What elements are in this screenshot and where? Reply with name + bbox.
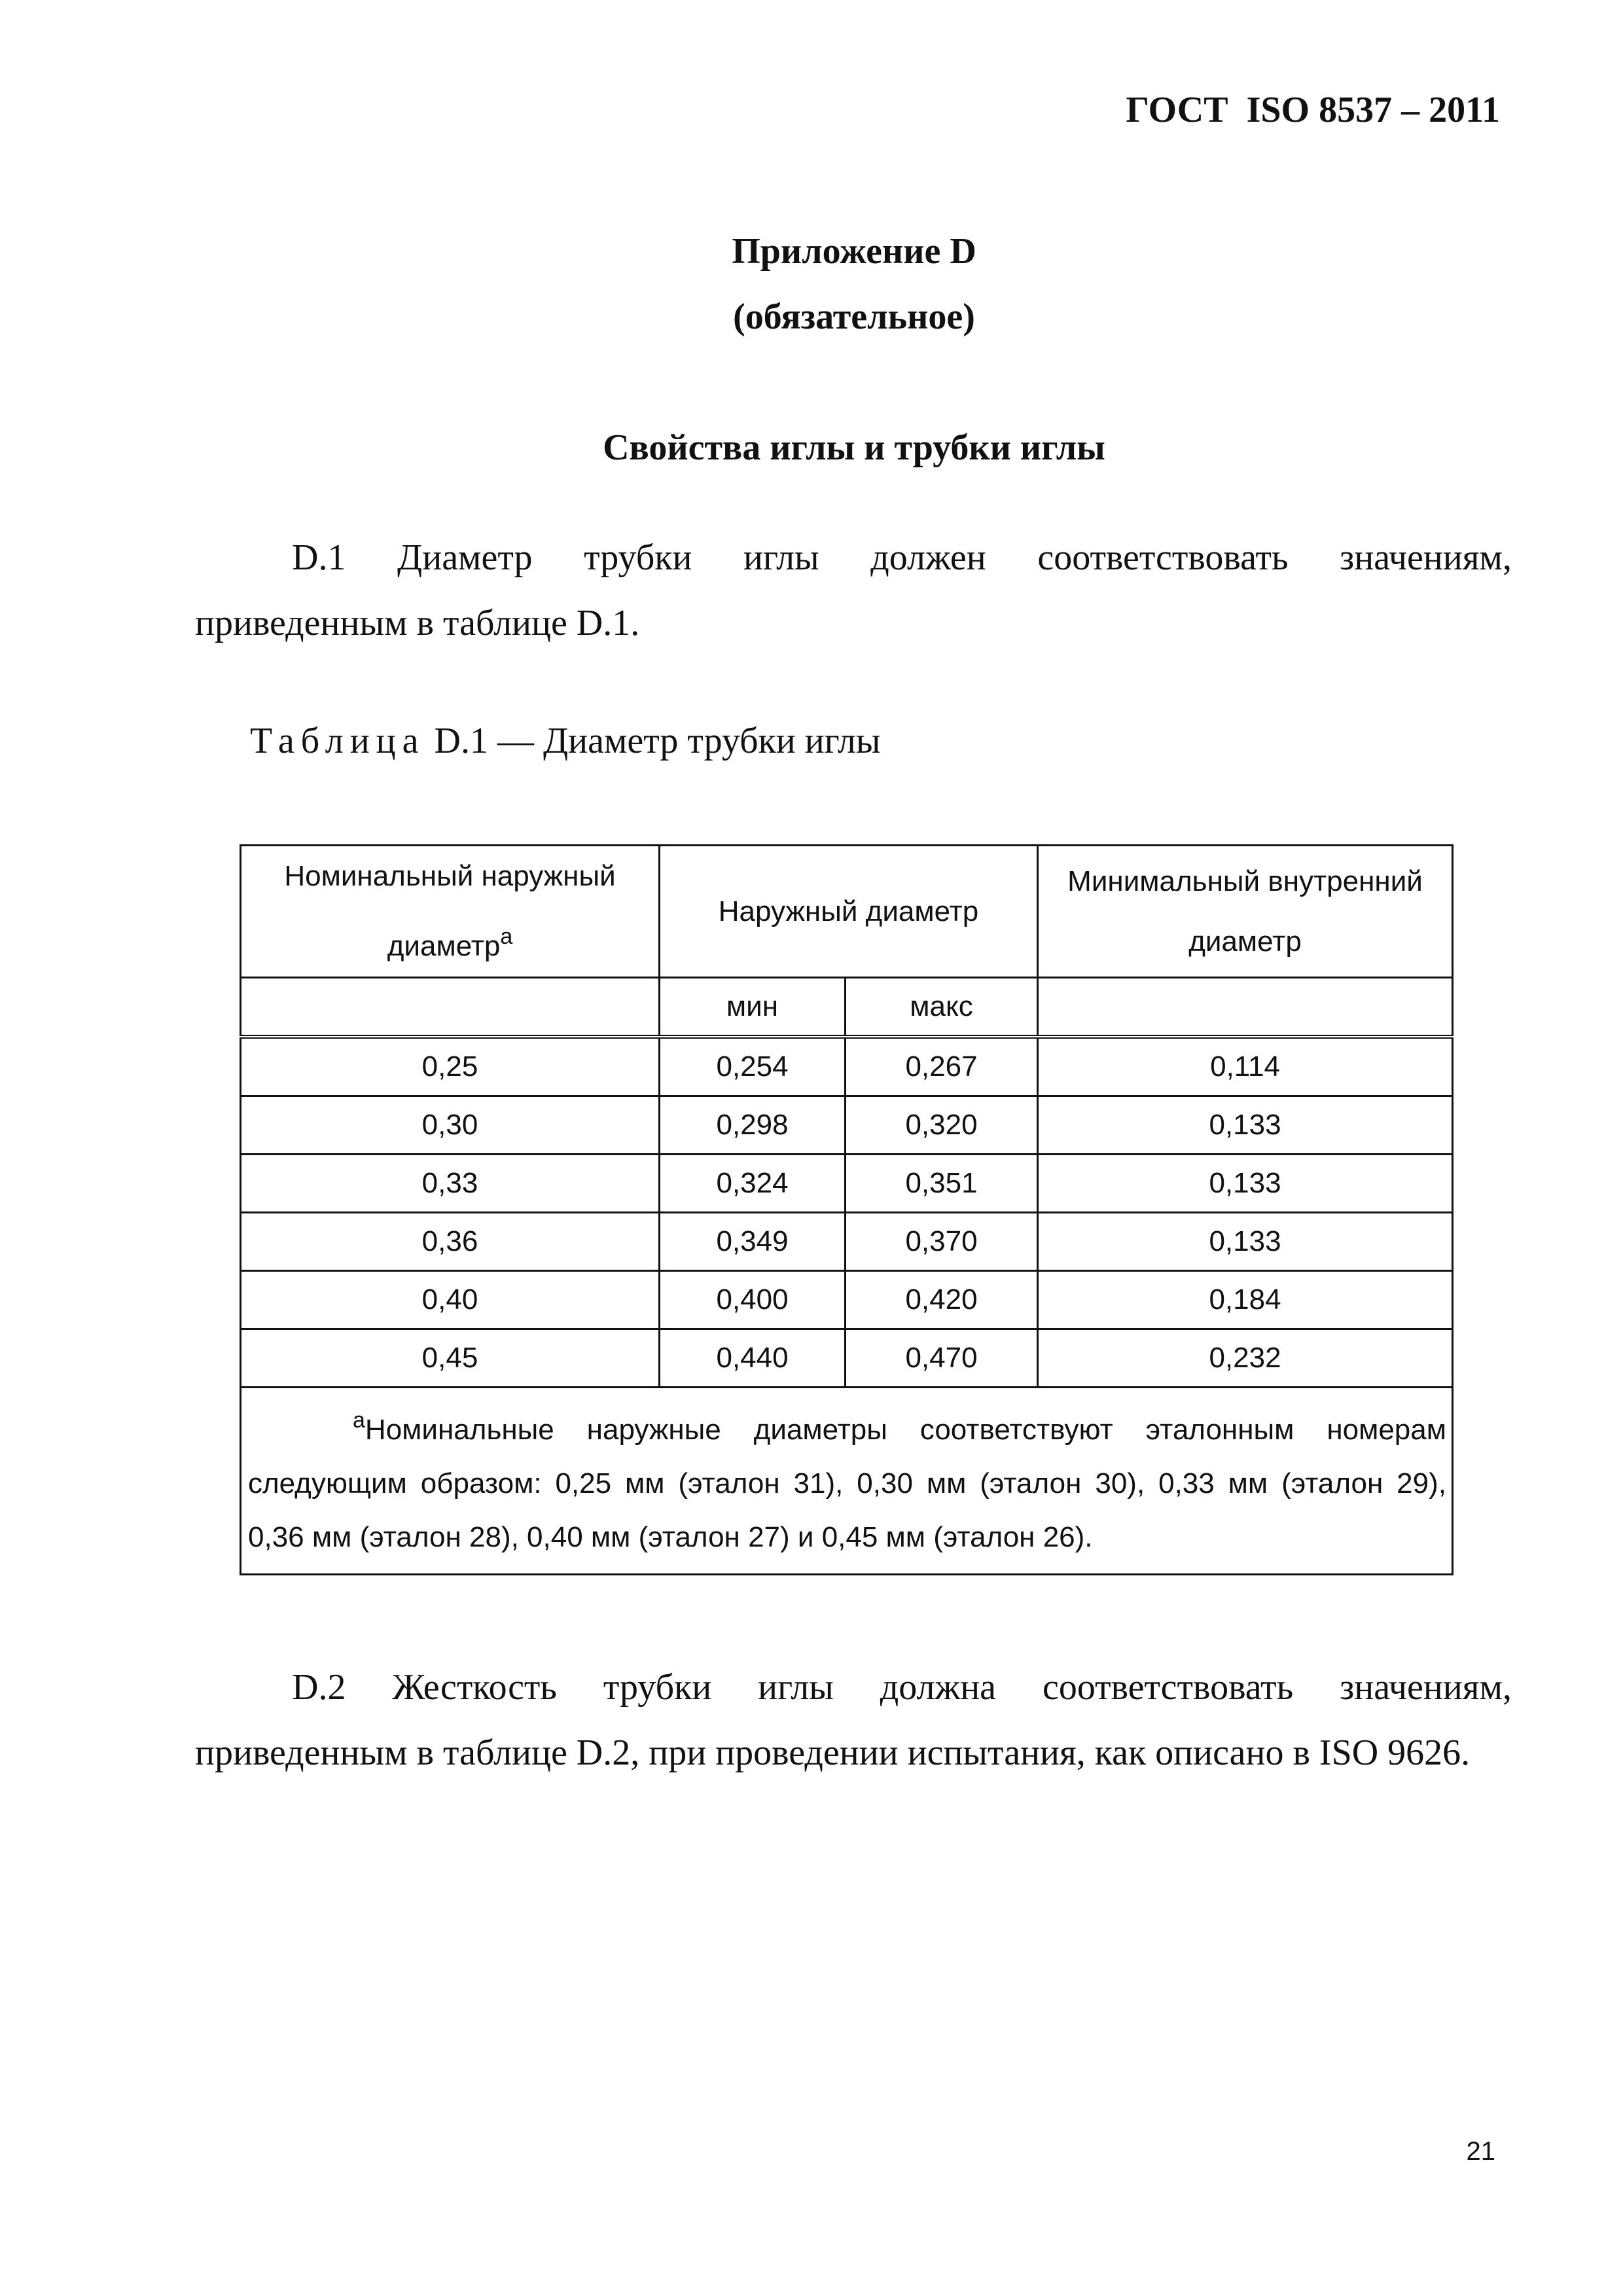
table-cell-nominal: 0,30 <box>241 1096 660 1155</box>
subheader-blank-right <box>1038 978 1453 1037</box>
table-cell-max: 0,267 <box>846 1037 1038 1096</box>
header-nominal-line2: диаметр <box>387 930 501 962</box>
paragraph-d2-line1: D.2 Жесткость трубки иглы должна соответствовать значениям, <box>292 1667 1512 1708</box>
table-cell-min: 0,324 <box>660 1155 846 1213</box>
paragraph-d2-line2: приведенным в таблице D.2, при проведении испытания, как описано в ISO 9626. <box>195 1732 1471 1773</box>
table-cell-min: 0,298 <box>660 1096 846 1155</box>
subheader-max: макс <box>846 978 1038 1037</box>
table-cell-nominal: 0,33 <box>241 1155 660 1213</box>
header-outer-label: Наружный диаметр <box>718 895 979 927</box>
header-nominal-line1: Номинальный наружный <box>284 860 616 892</box>
table-row <box>241 1271 1453 1329</box>
subheader-blank-left <box>241 978 660 1037</box>
table-row <box>241 1329 1453 1388</box>
table-subheader-row <box>241 978 1453 1037</box>
footnote-marker: a <box>500 924 513 949</box>
table-cell-min: 0,349 <box>660 1213 846 1271</box>
subheader-min: мин <box>660 978 846 1037</box>
footnote-line1 <box>248 1393 1446 1457</box>
table-row <box>241 1213 1453 1271</box>
table-cell-nominal: 0,40 <box>241 1271 660 1329</box>
document-number: ГОСТ ISO 8537 – 2011 <box>1126 90 1500 130</box>
table-d1 <box>240 844 1452 1575</box>
annex-status: (обязательное) <box>733 296 975 337</box>
table-cell-inner: 0,184 <box>1038 1271 1453 1329</box>
table-footnote-row <box>241 1388 1453 1575</box>
table-cell-min: 0,400 <box>660 1271 846 1329</box>
table-cell-inner: 0,133 <box>1038 1096 1453 1155</box>
table-cell-min: 0,254 <box>660 1037 846 1096</box>
header-inner-line2: диаметр <box>1188 925 1302 958</box>
table-cell-nominal: 0,36 <box>241 1213 660 1271</box>
table-cell-min: 0,440 <box>660 1329 846 1388</box>
paragraph-d1-line1: D.1 Диаметр трубки иглы должен соответствовать значениям, <box>292 537 1512 578</box>
table-cell-max: 0,351 <box>846 1155 1038 1213</box>
table-cell-max: 0,420 <box>846 1271 1038 1329</box>
page-number: 21 <box>1466 2137 1495 2166</box>
header-nominal-diameter <box>241 846 660 978</box>
table-cell-inner: 0,133 <box>1038 1213 1453 1271</box>
footnote-marker-a: a <box>353 1408 365 1433</box>
table-header-row <box>241 846 1453 978</box>
needle-tube-diameter-table <box>240 844 1454 1575</box>
paragraph-d2 <box>195 1655 1512 1785</box>
table-cell-nominal: 0,45 <box>241 1329 660 1388</box>
table-row <box>241 1037 1453 1096</box>
header-min-inner-diameter <box>1038 846 1453 978</box>
table-cell-inner: 0,114 <box>1038 1037 1453 1096</box>
header-outer-diameter <box>660 846 1038 978</box>
footnote-line2: следующим образом: 0,25 мм (эталон 31), 0,30 мм (эталон 30), 0,33 мм (эталон 29), <box>248 1467 1447 1499</box>
footnote-line3: 0,36 мм (эталон 28), 0,40 мм (эталон 27) и 0,45 мм (эталон 26). <box>248 1521 1093 1553</box>
table-cell-inner: 0,133 <box>1038 1155 1453 1213</box>
header-inner-line1: Минимальный внутренний <box>1067 865 1423 897</box>
table-cell-max: 0,370 <box>846 1213 1038 1271</box>
annex-title: Приложение D <box>732 231 976 272</box>
paragraph-d1 <box>195 525 1512 656</box>
table-cell-max: 0,320 <box>846 1096 1038 1155</box>
table-footnote <box>241 1388 1453 1575</box>
table-cell-inner: 0,232 <box>1038 1329 1453 1388</box>
section-title: Свойства иглы и трубки иглы <box>603 427 1105 468</box>
table-row <box>241 1096 1453 1155</box>
table-cell-max: 0,470 <box>846 1329 1038 1388</box>
table-caption-prefix: Таблица <box>250 721 425 761</box>
footnote-line1-text: Номинальные наружные диаметры соответствуют эталонным номерам <box>365 1414 1447 1446</box>
table-row <box>241 1155 1453 1213</box>
paragraph-d1-line2: приведенным в таблице D.1. <box>195 603 640 643</box>
table-cell-nominal: 0,25 <box>241 1037 660 1096</box>
table-caption <box>250 720 880 762</box>
table-caption-title: D.1 — Диаметр трубки иглы <box>425 721 881 761</box>
